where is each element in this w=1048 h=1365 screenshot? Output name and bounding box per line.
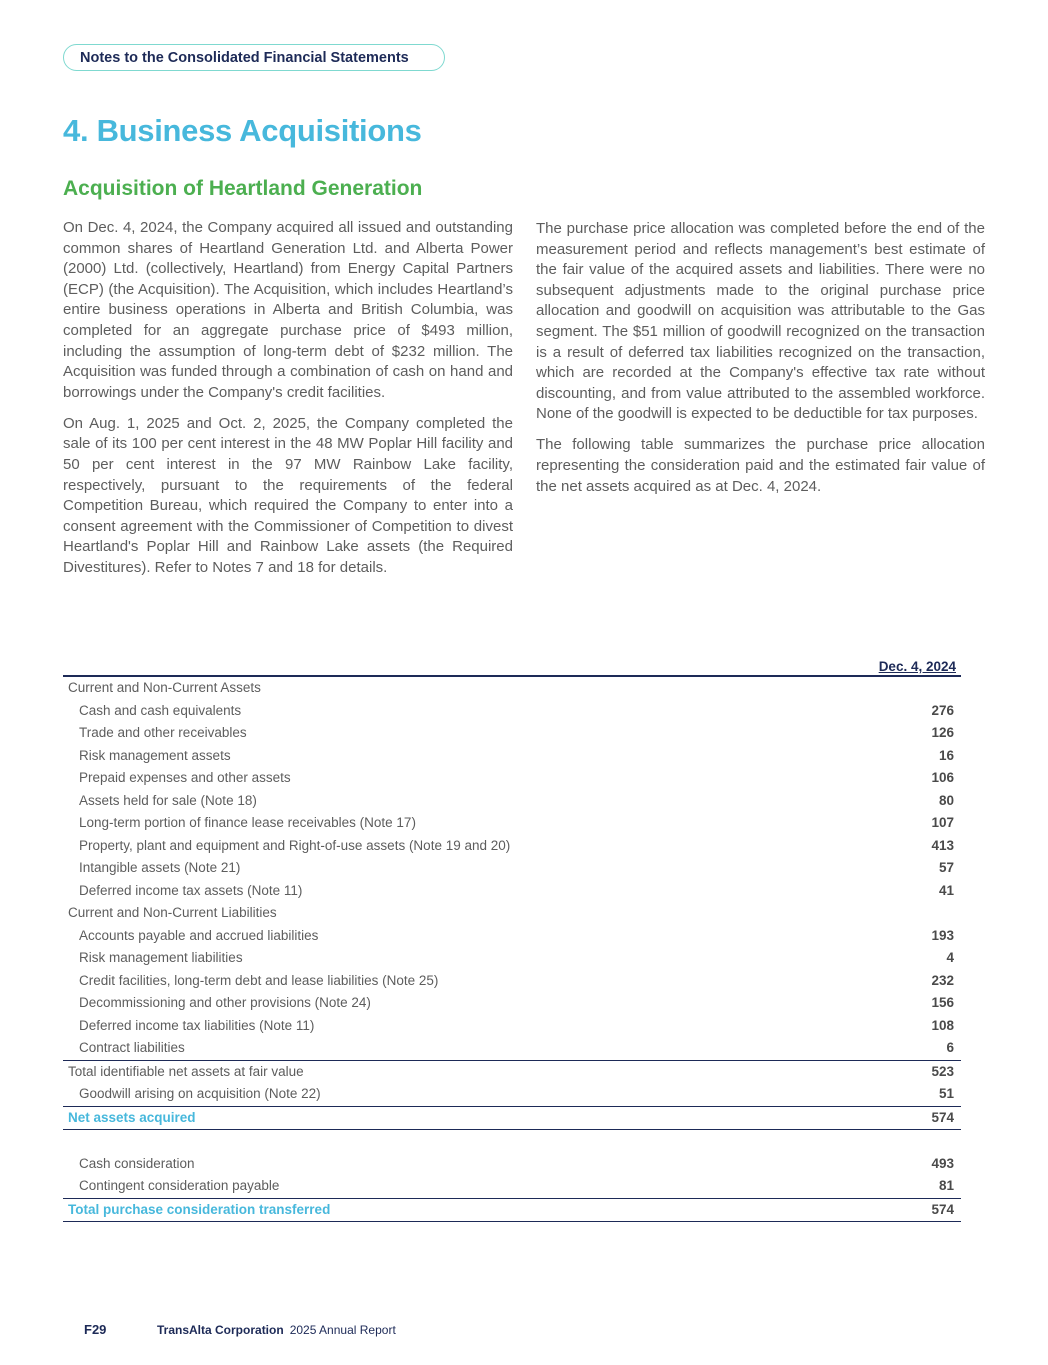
- row-value: 232: [931, 972, 954, 988]
- contingent-consideration-row: [63, 1175, 961, 1199]
- total-consideration-row: [63, 1199, 961, 1223]
- row-label: Long-term portion of finance lease receivables (Note 17): [79, 815, 416, 830]
- net-assets-row: [63, 1107, 961, 1131]
- table-row: [63, 1015, 961, 1038]
- paragraph: On Dec. 4, 2024, the Company acquired all issued and outstanding common shares of Heartland Generation Ltd. and Alberta Power (2000) Ltd. (collectively, Heartland) from Energy Capital Partners (ECP) (the Acquisition). The Acquisition, which includes Heartland’s entire business operations in Alberta and British Columbia, was completed for an aggregate purchase price of $493 million, including the assumption of long-term debt of $232 million. The Acquisition was funded through a combination of cash on hand and borrowings under the Company's credit facilities.: [63, 219, 513, 401]
- row-label: Net assets acquired: [68, 1109, 196, 1125]
- row-value: 523: [931, 1063, 954, 1079]
- row-value: 107: [931, 815, 954, 830]
- table-row: [63, 722, 961, 745]
- goodwill-row: [63, 1083, 961, 1107]
- row-value: 493: [931, 1155, 954, 1171]
- row-value: 156: [931, 995, 954, 1010]
- row-value: 413: [931, 837, 954, 853]
- row-value: 106: [931, 770, 954, 785]
- row-label: Trade and other receivables: [79, 725, 247, 740]
- row-label: Decommissioning and other provisions (Note 24): [79, 995, 371, 1010]
- row-value: 16: [938, 747, 954, 763]
- row-label: Accounts payable and accrued liabilities: [79, 927, 319, 943]
- paragraph: The purchase price allocation was completed before the end of the measurement period and reflects management’s best estimate of the fair value of the acquired assets and liabilities. There were no subsequent adjustments made to the original purchase price allocation and goodwill on acquisition was attributable to the Gas segment. The $51 million of goodwill recognized on the transaction is a result of deferred tax liabilities recognized on the transaction, which are recorded at the Company's effective tax rate without discounting, and from value attributed to the assembled workforce. None of the goodwill is expected to be deductible for tax purposes.: [536, 220, 985, 423]
- row-label: Contract liabilities: [79, 1040, 185, 1055]
- row-label: Credit facilities, long-term debt and lease liabilities (Note 25): [79, 972, 439, 988]
- table-row: [63, 880, 961, 903]
- section-tag: Notes to the Consolidated Financial Statements: [63, 44, 445, 71]
- cash-consideration-row: [63, 1153, 961, 1176]
- row-label: Prepaid expenses and other assets: [79, 770, 291, 785]
- row-label: Total identifiable net assets at fair value: [68, 1063, 304, 1079]
- column-header-date: Dec. 4, 2024: [878, 659, 956, 674]
- page-title: 4. Business Acquisitions: [63, 113, 422, 148]
- row-label: Intangible assets (Note 21): [79, 860, 241, 875]
- purchase-price-allocation-table: [63, 655, 961, 1222]
- table-row: [63, 812, 961, 835]
- paragraph: On Aug. 1, 2025 and Oct. 2, 2025, the Company completed the sale of its 100 per cent interest in the 48 MW Poplar Hill facility and 50 per cent interest in the 97 MW Rainbow Lake facility, respectively, pursuant to the requirements of the federal Competition Bureau, which required the Company to enter into a consent agreement with the Commissioner of Competition to divest Heartland's Poplar Hill and Rainbow Lake assets (the Required Divestitures). Refer to Notes 7 and 18 for details.: [63, 414, 513, 576]
- row-value: 108: [931, 1017, 954, 1033]
- row-value: 80: [938, 792, 954, 808]
- liabilities-heading-row: [63, 902, 961, 925]
- row-label: Cash and cash equivalents: [79, 702, 242, 718]
- section-subtitle: Acquisition of Heartland Generation: [63, 177, 423, 200]
- table-spacer: [63, 1130, 961, 1153]
- row-value: 4: [946, 950, 954, 965]
- row-label: Deferred income tax liabilities (Note 11): [79, 1017, 315, 1033]
- row-label: Current and Non-Current Assets: [68, 680, 261, 695]
- row-value: 41: [938, 882, 954, 898]
- row-value: 81: [938, 1178, 954, 1193]
- page-number: F29: [84, 1322, 107, 1337]
- row-label: Goodwill arising on acquisition (Note 22): [79, 1086, 321, 1101]
- row-value: 51: [938, 1086, 954, 1101]
- table-row: [63, 857, 961, 880]
- table-row: [63, 835, 961, 858]
- row-label: Contingent consideration payable: [79, 1178, 280, 1193]
- table-row: [63, 700, 961, 723]
- company-name: TransAlta Corporation: [157, 1323, 284, 1337]
- table-row: [63, 947, 961, 970]
- right-text-column: [536, 219, 985, 508]
- table-row: [63, 992, 961, 1015]
- row-label: Property, plant and equipment and Right-of-use assets (Note 19 and 20): [79, 837, 511, 853]
- row-label: Current and Non-Current Liabilities: [68, 905, 277, 920]
- row-value: 276: [931, 702, 954, 718]
- total-identifiable-row: [63, 1061, 961, 1084]
- row-value: 126: [931, 725, 954, 740]
- table-row: [63, 970, 961, 993]
- page-footer: [84, 1322, 396, 1337]
- table-row: [63, 925, 961, 948]
- report-name: 2025 Annual Report: [289, 1323, 396, 1337]
- row-label: Total purchase consideration transferred: [68, 1201, 331, 1217]
- row-value: 193: [931, 927, 954, 943]
- row-value: 574: [931, 1109, 954, 1125]
- row-label: Deferred income tax assets (Note 11): [79, 882, 303, 898]
- row-value: 574: [931, 1201, 954, 1217]
- table-row: [63, 1037, 961, 1061]
- row-label: Risk management assets: [79, 747, 231, 763]
- row-label: Cash consideration: [79, 1155, 195, 1171]
- row-value: 57: [938, 860, 954, 875]
- left-text-column: [63, 218, 513, 589]
- table-row: [63, 767, 961, 790]
- table-row: [63, 745, 961, 768]
- row-value: 6: [946, 1040, 954, 1055]
- row-label: Assets held for sale (Note 18): [79, 792, 257, 808]
- table-header-row: [63, 655, 961, 677]
- assets-heading-row: [63, 677, 961, 700]
- row-label: Risk management liabilities: [79, 950, 243, 965]
- paragraph: The following table summarizes the purchase price allocation representing the consideration paid and the estimated fair value of the net assets acquired as at Dec. 4, 2024.: [536, 436, 985, 495]
- table-row: [63, 790, 961, 813]
